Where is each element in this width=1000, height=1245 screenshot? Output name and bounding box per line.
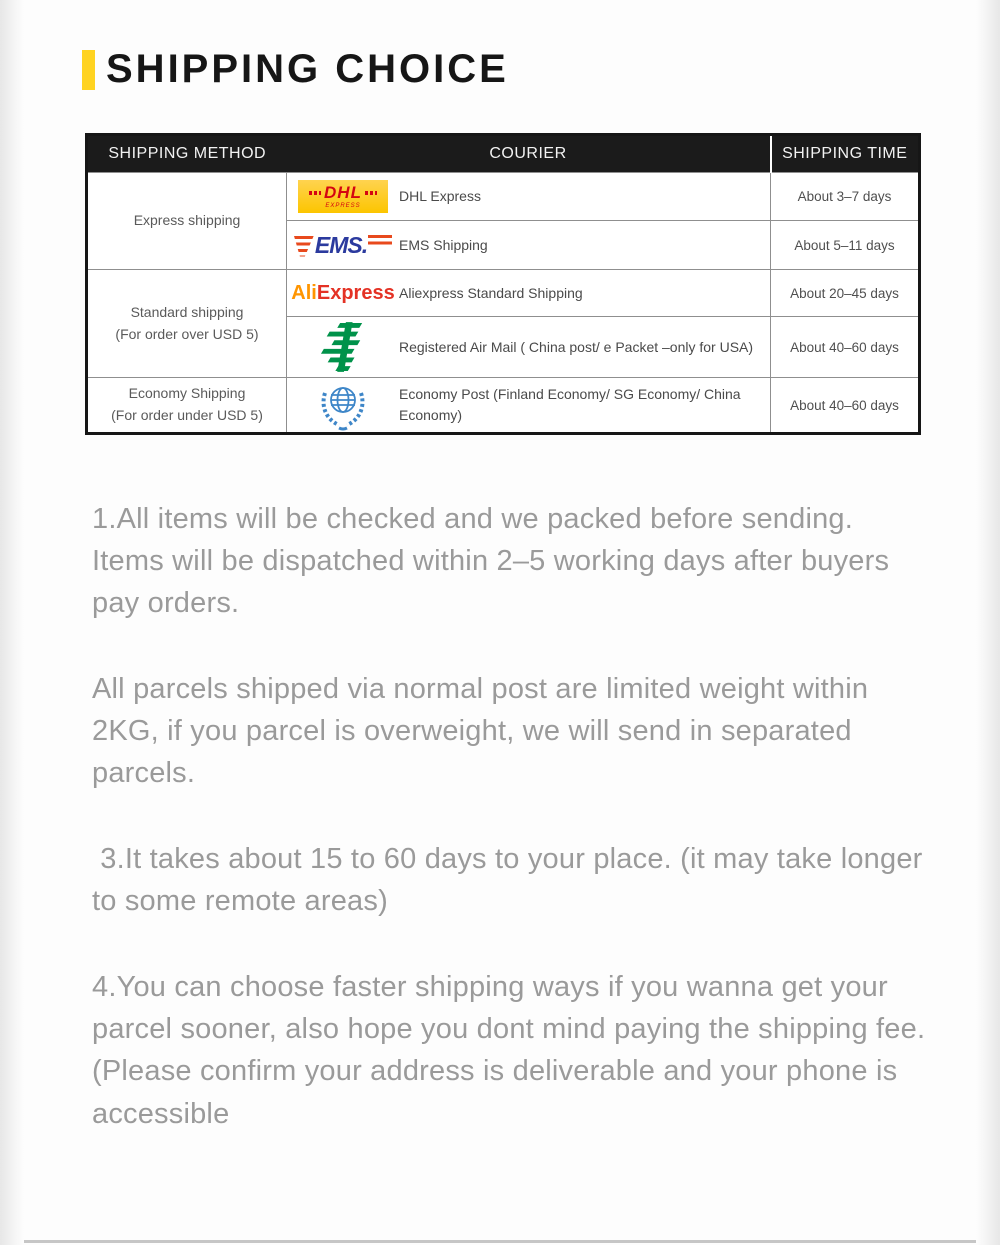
ems-logo-box [287, 231, 399, 258]
note-paragraph-3: 3.It takes about 15 to 60 days to your place. (it may take longer to some remote areas) [92, 843, 931, 918]
dhl-logo-text: DHL [324, 183, 362, 202]
dhl-dash-icon [309, 191, 321, 195]
table-row [87, 270, 920, 317]
method-economy [87, 378, 287, 434]
table-header-row [87, 135, 920, 173]
courier-name: DHL Express [399, 188, 481, 204]
aliexpress-logo-express: Express [316, 282, 395, 304]
courier-name: Economy Post (Finland Economy/ SG Economy/ China Economy) [399, 386, 741, 423]
ems-stripes-icon [368, 235, 392, 246]
page-left-margin [0, 0, 24, 1245]
header-shipping-time: SHIPPING TIME [771, 135, 920, 173]
method-label: Economy Shipping [128, 385, 246, 402]
courier-name: Registered Air Mail ( China post/ e Packet –only for USA) [399, 338, 754, 355]
economy-post-logo-box [287, 379, 399, 431]
ems-stripes-icon [294, 236, 314, 257]
shipping-time: About 5–11 days [771, 221, 920, 270]
courier-economypost-cell [287, 378, 771, 434]
section-title-row [82, 47, 1000, 92]
courier-aliexpress-cell [287, 270, 771, 317]
note-paragraph-4: 4.You can choose faster shipping ways if you wanna get your parcel sooner, also hope you dont mind paying the shipping fee. (Please confirm your address is deliverable and your phone is accessible [92, 971, 934, 1130]
method-note: (For order under USD 5) [111, 407, 263, 423]
header-shipping-method: SHIPPING METHOD [87, 135, 287, 173]
china-post-logo-box [287, 322, 399, 372]
ems-logo-icon [294, 231, 392, 258]
dhl-dash-icon [365, 191, 377, 195]
shipping-time: About 40–60 days [771, 378, 920, 434]
aliexpress-logo-icon [291, 283, 394, 303]
shipping-notes [92, 498, 934, 1135]
shipping-table-wrap [85, 133, 1000, 435]
dhl-logo-icon [298, 180, 388, 213]
note-paragraph-2: All parcels shipped via normal post are limited weight within 2KG, if you parcel is overweight, we will send in separated parcels. [92, 673, 877, 790]
dhl-logo-box [287, 180, 399, 213]
page-title: SHIPPING CHOICE [106, 47, 509, 91]
economy-post-globe-icon [317, 379, 369, 431]
header-courier: COURIER [287, 135, 771, 173]
shipping-table [85, 133, 921, 435]
courier-name: EMS Shipping [399, 236, 488, 253]
courier-chinapost-cell [287, 317, 771, 378]
note-paragraph-1: 1.All items will be checked and we packed before sending. Items will be dispatched within 2–5 working days after buyers pay orders. [92, 503, 898, 620]
page-bottom-divider [24, 1240, 976, 1243]
shipping-time: About 20–45 days [771, 270, 920, 317]
aliexpress-logo-box [287, 283, 399, 303]
ems-logo-text: EMS. [314, 231, 368, 258]
courier-dhl-cell [287, 173, 771, 221]
china-post-logo-icon [320, 322, 366, 372]
title-accent-bar [82, 50, 95, 90]
courier-ems-cell [287, 221, 771, 270]
shipping-time: About 3–7 days [771, 173, 920, 221]
method-label: Express shipping [133, 212, 241, 229]
aliexpress-logo-ali: Ali [291, 282, 317, 304]
table-row [87, 173, 920, 221]
table-row [87, 378, 920, 434]
method-express [87, 173, 287, 270]
method-note: (For order over USD 5) [115, 325, 259, 342]
dhl-logo-subtext: EXPRESS [325, 203, 361, 209]
method-label: Standard shipping [130, 303, 244, 320]
page-right-margin [976, 0, 1000, 1245]
shipping-time: About 40–60 days [771, 317, 920, 378]
courier-name: Aliexpress Standard Shipping [399, 284, 583, 301]
method-standard [87, 270, 287, 378]
